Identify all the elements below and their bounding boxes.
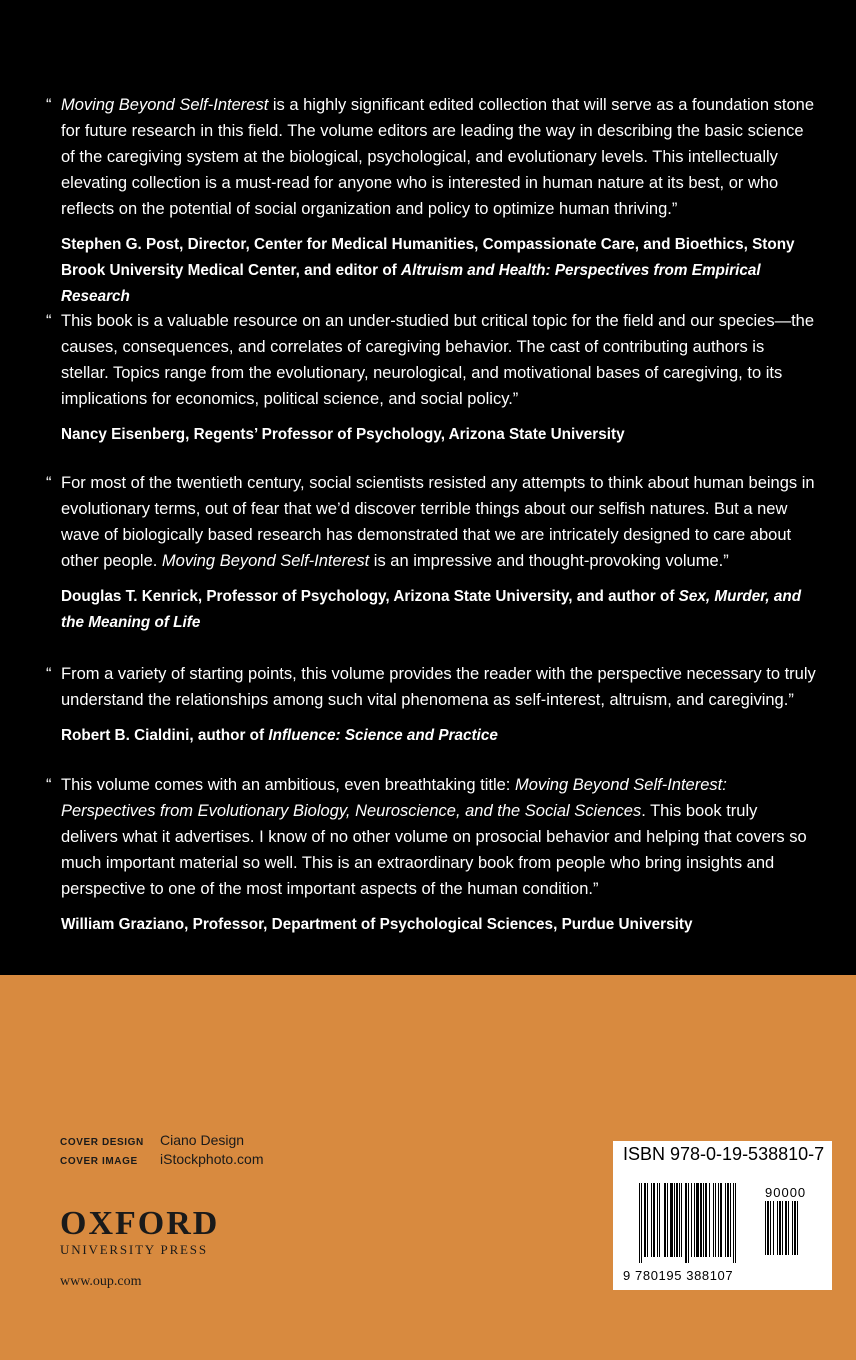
isbn-barcode [613,1141,832,1290]
blurb-4 [46,661,816,749]
blurb-2 [46,308,816,448]
barcode-bars-icon [639,1183,761,1263]
barcode-bar [725,1183,726,1257]
barcode-bar [720,1183,722,1257]
book-title: Moving Beyond Self-Interest: Perspectives from Evolutionary Biology, Neuroscience, and the Social Sciences [61,776,727,820]
open-quote: “ [46,312,52,330]
barcode-bar [644,1183,646,1257]
blurb-body: This volume comes with an ambitious, even breathtaking title: [61,776,515,794]
barcode-bar [794,1201,796,1255]
barcode-bar [767,1201,769,1255]
attribution [61,232,816,310]
barcode-bar [694,1183,695,1257]
price-barcode-icon [765,1201,821,1261]
barcode-bar [730,1183,731,1257]
barcode-bar [788,1201,789,1255]
attribution [61,422,816,448]
blurb-body: From a variety of starting points, this volume provides the reader with the perspective necessary to truly understand the relationships among such vital phenomena as self-interest, altruism, and caregiving.” [61,665,816,709]
barcode-bar [705,1183,707,1257]
barcode-bar [700,1183,702,1257]
attribution-name: Stephen G. Post, Director, Center for Medical Humanities, Compassionate Care, and Bioethics, Stony Brook University Medical Center, and editor of [61,236,795,279]
publisher-subtitle: UNIVERSITY PRESS [60,1242,208,1257]
barcode-bar [647,1183,648,1257]
open-quote: “ [46,474,52,492]
blurb-body: is a highly significant edited collection that will serve as a foundation stone for future research in this field. The volume editors are leading the way in describing the basic science of the caregiving system at the biological, psychological, and evolutionary levels. This intellectually elevating collection is a must-read for anyone who is interested in human nature at its best, or who reflects on the potential of social organization and policy to optimize human thriving.” [61,96,815,218]
publisher-website[interactable]: www.oup.com [60,1274,142,1289]
open-quote: “ [46,665,52,683]
blurb-text [46,661,816,713]
barcode-bar [674,1183,675,1257]
barcode-bar [718,1183,719,1257]
barcode-bar [639,1183,640,1263]
barcode-bar [679,1183,680,1257]
barcode-bar [688,1183,689,1263]
blurb-text [46,308,816,412]
cover-credits [60,1132,264,1170]
blurb-text [46,470,816,574]
attribution-name: Robert B. Cialdini, author of [61,727,269,744]
barcode-bar [782,1201,783,1255]
barcode-bar [735,1183,736,1263]
book-title: Moving Beyond Self-Interest [161,552,370,570]
blurb-body-end: is an impressive and thought-provoking volume.” [369,552,729,570]
attribution-book: Altruism and Health: Perspectives from Empirical Research [61,262,761,305]
barcode-bar [691,1183,692,1257]
blurb-body-end: . This book truly delivers what it advertises. I know of no other volume on prosocial behavior and helping that covers so much important material so well. This is an extraordinary book from people who bring insights and perspective to one of the most important aspects of the human condition.” [61,802,807,898]
credit-design [60,1132,264,1151]
barcode-bar [770,1201,771,1255]
barcode-bar [792,1201,793,1255]
attribution-book: Sex, Murder, and the Meaning of Life [61,588,802,631]
barcode-bar [657,1183,658,1257]
credit-image-label: COVER IMAGE [60,1156,138,1167]
barcode-bar [779,1201,781,1255]
attribution [61,912,816,938]
barcode-bar [765,1201,766,1255]
publisher-name: OXFORD [60,1205,220,1242]
attribution-name: Douglas T. Kenrick, Professor of Psychology, Arizona State University, and author of [61,588,679,605]
book-title: Moving Beyond Self-Interest [61,96,269,114]
price-code: 90000 [765,1185,807,1200]
isbn-label: ISBN 978-0-19-538810-7 [623,1144,825,1164]
blurb-text [46,772,816,902]
ean-digits: 9 780195 388107 [623,1268,734,1283]
blurb-5 [46,772,816,938]
blurb-body: This book is a valuable resource on an under-studied but critical topic for the field and our species—the causes, consequences, and correlates of caregiving behavior. The cast of contributing authors is stellar. Topics range from the evolutionary, neurological, and motivational bases of caregiving, to its implications for economics, political science, and social policy.” [61,312,815,408]
open-quote: “ [46,96,52,114]
barcode-bar [653,1183,655,1257]
barcode-bar [785,1201,787,1255]
barcode-bar [773,1201,774,1255]
attribution-book: Influence: Science and Practice [268,727,498,744]
attribution [61,584,816,636]
barcode-bar [685,1183,687,1263]
attribution-name: William Graziano, Professor, Department of Psychological Sciences, Purdue University [61,916,693,933]
barcode-bar [670,1183,673,1257]
barcode-bar [659,1183,660,1257]
credit-image-value: iStockphoto.com [160,1151,264,1167]
attribution-name: Nancy Eisenberg, Regents’ Professor of Psychology, Arizona State University [61,426,625,443]
barcode-bar [797,1201,798,1255]
barcode-bar [777,1201,778,1255]
open-quote: “ [46,776,52,794]
barcode-bar [703,1183,704,1257]
credit-design-label: COVER DESIGN [60,1137,144,1148]
barcode-bar [667,1183,668,1257]
barcode-bar [709,1183,710,1257]
blurb-1 [46,92,816,310]
credit-image [60,1151,264,1170]
oxford-logo [60,1206,235,1258]
blurb-3 [46,470,816,636]
barcode-bar [641,1183,642,1263]
barcode-bar [676,1183,678,1257]
attribution [61,723,816,749]
barcode-bar [713,1183,714,1257]
barcode-bar [681,1183,682,1257]
barcode-bar [727,1183,729,1257]
barcode-bar [715,1183,716,1257]
barcode-bar [696,1183,699,1257]
barcode-bar [651,1183,652,1257]
barcode-bar [664,1183,666,1257]
barcode-bar [733,1183,734,1263]
credit-design-value: Ciano Design [160,1132,245,1148]
blurb-text [46,92,816,222]
blurb-body: For most of the twentieth century, social scientists resisted any attempts to think about human beings in evolutionary terms, out of fear that we’d discover terrible things about our selfish natures. But a new wave of biologically based research has demonstrated that we are intricately designed to care about other people. [61,474,815,570]
